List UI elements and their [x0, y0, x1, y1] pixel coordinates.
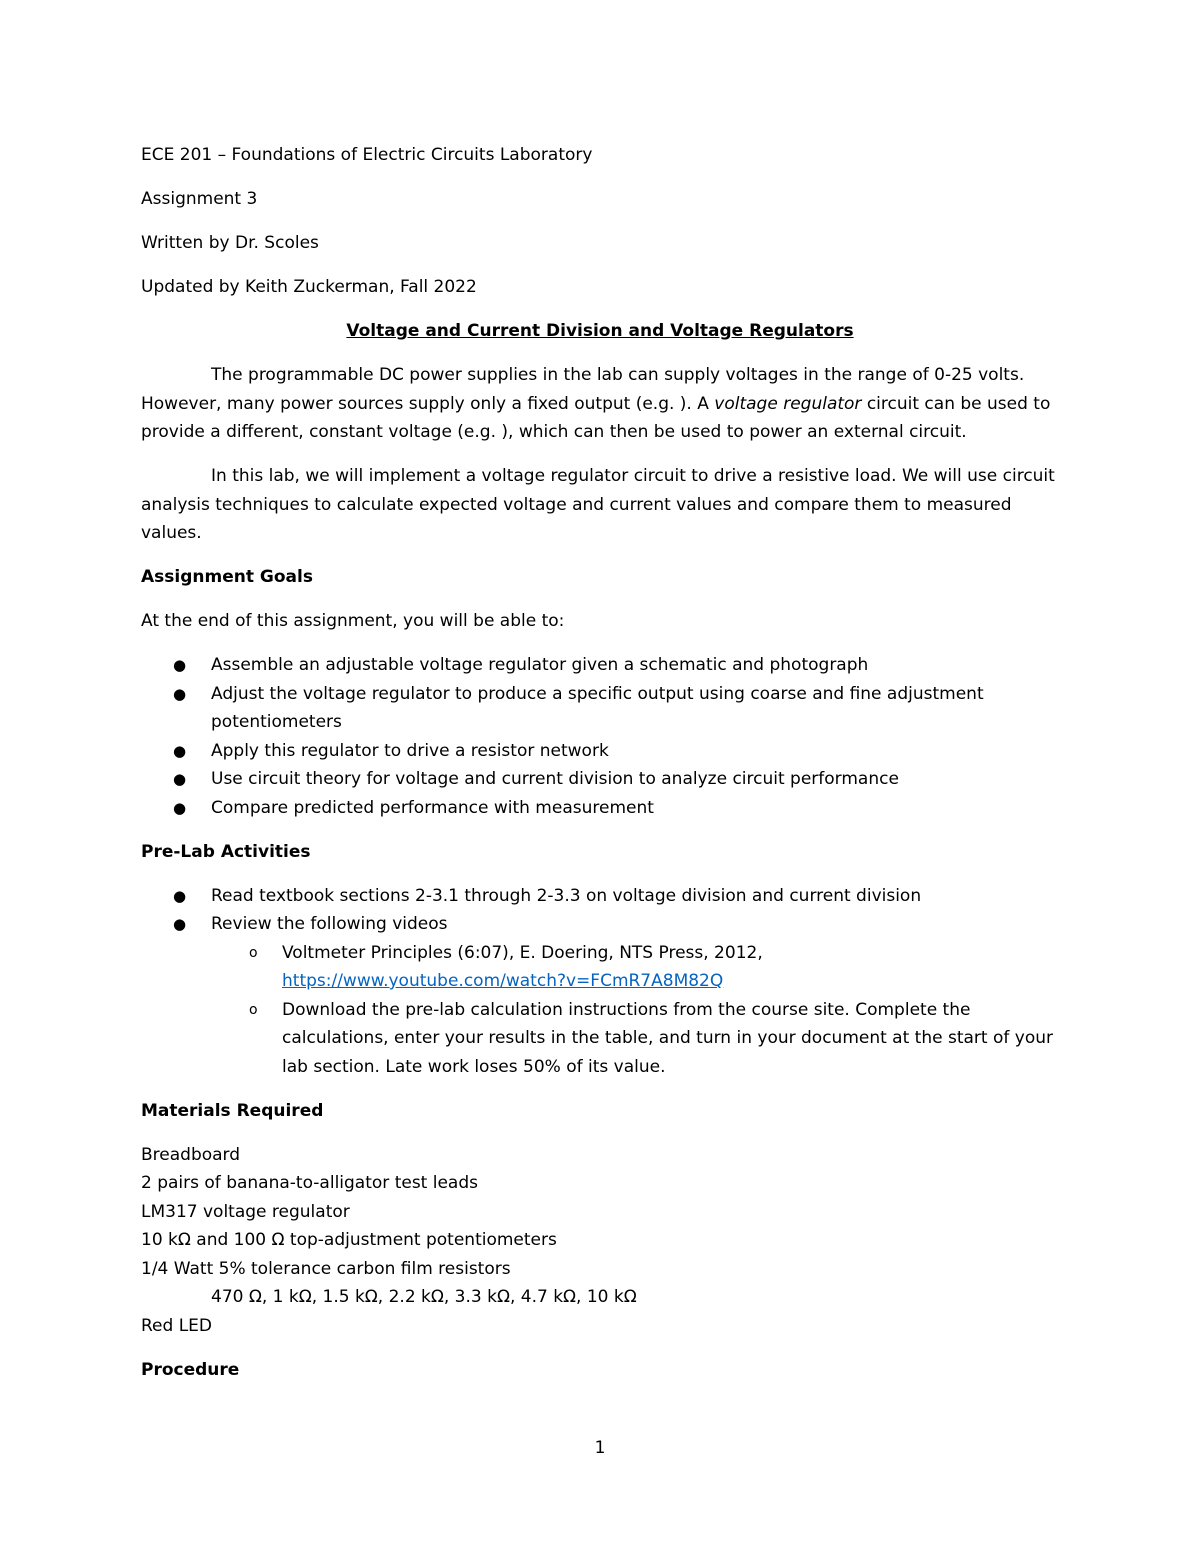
materials-heading: Materials Required — [141, 1100, 324, 1121]
prelab-list — [141, 882, 1059, 1082]
author-line: Written by Dr. Scoles — [141, 233, 319, 253]
prelab-text: Read textbook sections 2-3.1 through 2-3.3 on voltage division and current division — [211, 885, 922, 906]
list-item — [141, 939, 1059, 996]
page-content — [141, 141, 1059, 1400]
bullet-dot-icon: ● — [173, 656, 187, 674]
bullet-dot-icon: ● — [173, 886, 187, 905]
download-text: Download the pre-lab calculation instructions from the course site. Complete the calculations, enter your results in the table, and turn in your document at the start of your lab section. Late work loses 50% of its value. — [282, 999, 1053, 1077]
list-item — [141, 737, 1059, 766]
material-item: Red LED — [141, 1315, 213, 1336]
intro-text-2: circuit can be used to provide a different, constant voltage (e.g. ), which can then be used to power an external circuit. — [141, 393, 1051, 442]
material-item: LM317 voltage regulator — [141, 1201, 350, 1222]
bullet-dot-icon: ● — [173, 741, 187, 760]
materials-list — [141, 1141, 1059, 1341]
goals-list — [141, 651, 1059, 822]
video-text: Voltmeter Principles (6:07), E. Doering, NTS Press, 2012, — [282, 942, 763, 963]
list-item — [141, 794, 1059, 823]
circle-o-icon: o — [249, 1001, 258, 1018]
prelab-heading: Pre-Lab Activities — [141, 841, 311, 862]
goal-text: Adjust the voltage regulator to produce a specific output using coarse and fine adjustment potentiometers — [211, 683, 984, 732]
goal-text: Apply this regulator to drive a resistor network — [211, 740, 609, 761]
material-item: 10 kΩ and 100 Ω top-adjustment potentiometers — [141, 1230, 557, 1250]
goal-text: Use circuit theory for voltage and current division to analyze circuit performance — [211, 769, 899, 789]
intro-paragraph-1 — [141, 361, 1059, 447]
circle-o-icon: o — [249, 944, 258, 961]
goal-text: Assemble an adjustable voltage regulator given a schematic and photograph — [211, 655, 869, 675]
list-item — [141, 882, 1059, 911]
procedure-heading: Procedure — [141, 1359, 240, 1380]
page-number: 1 — [594, 1438, 606, 1458]
document-title: Voltage and Current Division and Voltage Regulators — [346, 321, 854, 341]
goals-lead: At the end of this assignment, you will be able to: — [141, 611, 565, 631]
prelab-text: Review the following videos — [211, 914, 448, 934]
assignment-label: Assignment 3 — [141, 189, 258, 209]
intro-text-1: The programmable DC power supplies in the lab can supply voltages in the range of 0-25 volts. However, many power sources supply only a fixed output (e.g. ). A — [141, 365, 1025, 414]
list-item — [141, 910, 1059, 1081]
intro-paragraph-2: In this lab, we will implement a voltage regulator circuit to drive a resistive load. We will use circuit analysis techniques to calculate expected voltage and current values and compare them to measured values. — [141, 466, 1055, 543]
resistor-values: 470 Ω, 1 kΩ, 1.5 kΩ, 2.2 kΩ, 3.3 kΩ, 4.7 kΩ, 10 kΩ — [211, 1287, 637, 1307]
goals-heading: Assignment Goals — [141, 567, 313, 587]
prelab-sub-list — [211, 939, 1059, 1082]
bullet-dot-icon: ● — [173, 798, 187, 817]
list-item — [141, 680, 1059, 737]
video-link[interactable]: https://www.youtube.com/watch?v=FCmR7A8M82Q — [282, 971, 724, 991]
list-item — [141, 651, 1059, 680]
material-item: 2 pairs of banana-to-alligator test leads — [141, 1173, 478, 1193]
material-item: Breadboard — [141, 1144, 241, 1165]
goal-text: Compare predicted performance with measurement — [211, 797, 654, 818]
course-title: ECE 201 – Foundations of Electric Circuits Laboratory — [141, 145, 593, 165]
list-item — [141, 765, 1059, 794]
bullet-dot-icon: ● — [173, 915, 187, 933]
updated-line: Updated by Keith Zuckerman, Fall 2022 — [141, 277, 477, 297]
list-item — [141, 996, 1059, 1082]
bullet-dot-icon: ● — [173, 770, 187, 788]
bullet-dot-icon: ● — [173, 684, 187, 703]
material-item: 1/4 Watt 5% tolerance carbon film resistors — [141, 1258, 511, 1279]
intro-italic-term: voltage regulator — [714, 393, 862, 414]
